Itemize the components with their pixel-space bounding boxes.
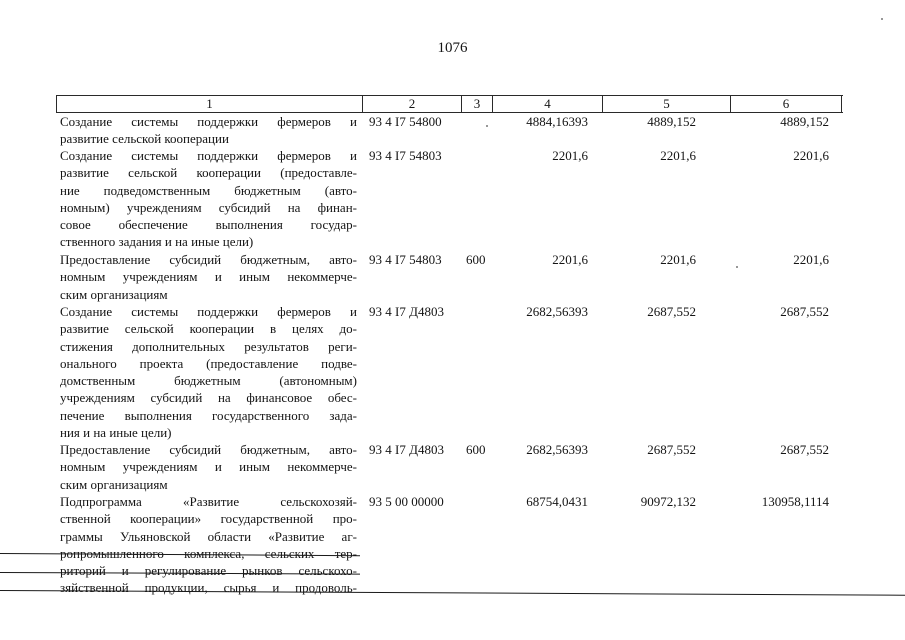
scan-speck (736, 266, 738, 268)
header-col-3: 3 (462, 96, 493, 112)
description-line: онального проекта (предоставление подве- (60, 355, 357, 371)
description-line: ским организациям (60, 476, 168, 492)
description-line: ским организациям (60, 286, 168, 302)
row-value-col5: 90972,132 (640, 494, 696, 509)
scan-speck (486, 125, 488, 127)
scan-speck (881, 18, 883, 20)
header-col-5: 5 (603, 96, 731, 112)
description-line: ственной кооперации» государственной про- (60, 511, 357, 527)
row-value-col4: 68754,0431 (526, 494, 588, 509)
row-value-col6: 2201,6 (793, 148, 829, 163)
table-header (56, 95, 843, 113)
row-value-col4: 2682,56393 (526, 304, 588, 319)
description-line: риторий и регулирование рынков сельскохо- (60, 563, 357, 579)
description-line: Создание системы поддержки фермеров и (60, 148, 357, 163)
header-col-6: 6 (731, 96, 842, 112)
description-line: ропромышленного комплекса, сельских тер- (60, 545, 357, 561)
description-line: номным учреждениям и иным некоммерче- (60, 269, 357, 285)
row-description (60, 147, 357, 251)
row-expense-type: 600 (466, 442, 486, 457)
row-value-col5: 2201,6 (660, 252, 696, 267)
row-value-col5: 4889,152 (647, 114, 696, 129)
description-line: учреждениям субсидий на финансовое обес- (60, 390, 357, 406)
row-description (60, 493, 357, 597)
description-line: развитие сельской кооперации (предоставле- (60, 165, 357, 181)
row-code: 93 4 I7 54803 (369, 148, 442, 163)
description-line: Подпрограмма «Развитие сельскохозяй- (60, 494, 357, 509)
description-line: Предоставление субсидий бюджетным, авто- (60, 252, 357, 267)
description-line: номным) учреждениям субсидий на финан- (60, 199, 357, 215)
description-line: ния и на иные цели) (60, 425, 172, 441)
description-line: зяйственной продукции, сырья и продоволь- (60, 580, 357, 596)
row-code: 93 4 I7 Д4803 (369, 442, 444, 457)
row-value-col5: 2687,552 (647, 304, 696, 319)
description-line: Создание системы поддержки фермеров и (60, 114, 357, 129)
row-code: 93 4 I7 Д4803 (369, 304, 444, 319)
row-value-col6: 2687,552 (780, 442, 829, 457)
description-line: домственным бюджетным (автономным) (60, 373, 357, 389)
row-value-col4: 2201,6 (552, 252, 588, 267)
row-expense-type: 600 (466, 252, 486, 267)
row-code: 93 5 00 00000 (369, 494, 444, 509)
page-number: 1076 (437, 40, 468, 56)
row-description (60, 251, 357, 303)
row-value-col6: 2201,6 (793, 252, 829, 267)
row-value-col5: 2687,552 (647, 442, 696, 457)
row-code: 93 4 I7 54800 (369, 114, 442, 129)
description-line: Предоставление субсидий бюджетным, авто- (60, 442, 357, 457)
header-col-2: 2 (363, 96, 462, 112)
header-col-1: 1 (57, 96, 363, 112)
description-line: совое обеспечение выполнения государ- (60, 217, 357, 233)
row-value-col6: 2687,552 (780, 304, 829, 319)
row-description (60, 303, 357, 441)
row-value-col5: 2201,6 (660, 148, 696, 163)
description-line: развитие сельской кооперации в целях до- (60, 321, 357, 337)
row-value-col6: 130958,1114 (761, 494, 829, 509)
description-line: Создание системы поддержки фермеров и (60, 304, 357, 319)
row-description (60, 113, 357, 148)
row-code: 93 4 I7 54803 (369, 252, 442, 267)
description-line: стижения дополнительных результатов реги- (60, 338, 357, 354)
description-line: граммы Ульяновской области «Развитие аг- (60, 528, 357, 544)
row-value-col4: 2682,56393 (526, 442, 588, 457)
row-value-col4: 2201,6 (552, 148, 588, 163)
row-description (60, 441, 357, 493)
description-line: номным учреждениям и иным некоммерче- (60, 459, 357, 475)
row-value-col4: 4884,16393 (526, 114, 588, 129)
description-line: печение выполнения государственного зада- (60, 407, 357, 423)
description-line: ние подведомственным бюджетным (авто- (60, 182, 357, 198)
row-value-col6: 4889,152 (780, 114, 829, 129)
description-line: развитие сельской кооперации (60, 131, 229, 147)
description-line: ственного задания и на иные цели) (60, 234, 254, 250)
header-col-4: 4 (493, 96, 603, 112)
